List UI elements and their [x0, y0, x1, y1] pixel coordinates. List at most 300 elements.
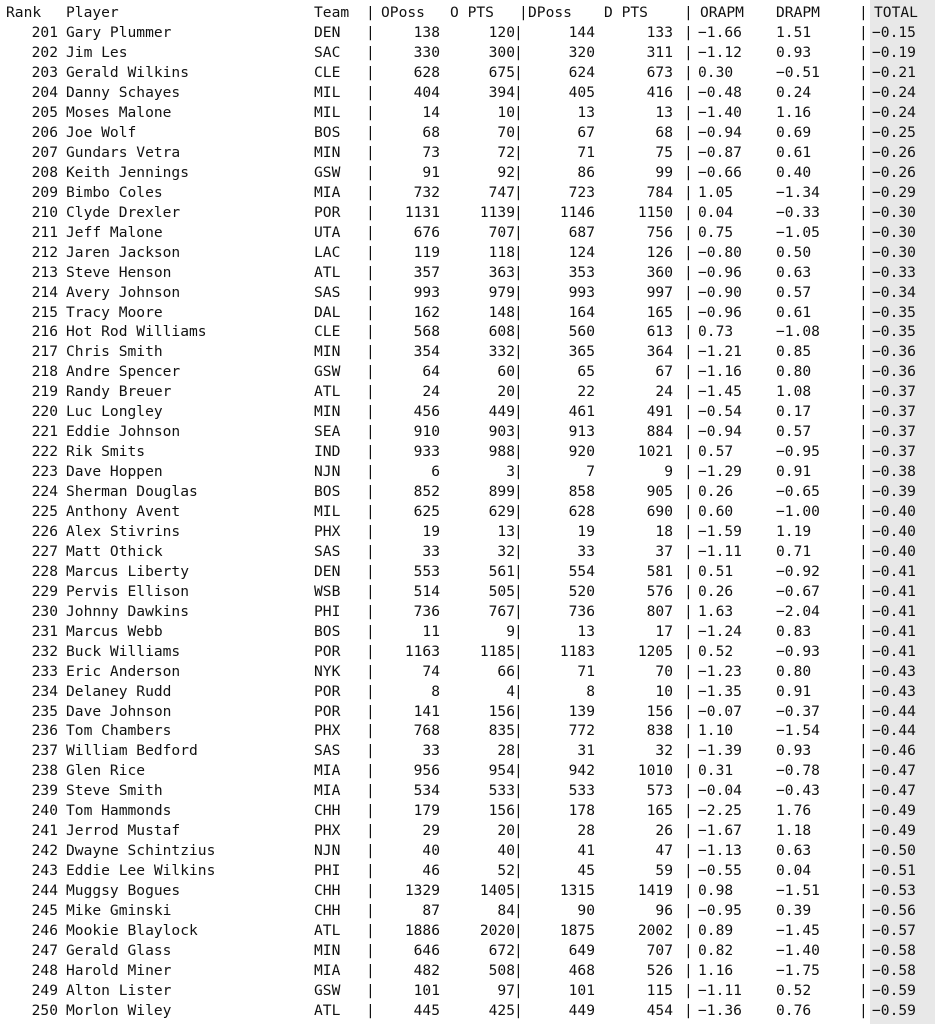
column-separator: |	[366, 582, 375, 600]
row-dpts: 96	[655, 902, 673, 919]
row-total: −0.25	[872, 123, 916, 141]
column-separator: |	[684, 64, 693, 82]
column-separator: |	[366, 143, 375, 161]
column-separator: |	[514, 562, 523, 580]
row-drapm: 1.76	[776, 802, 812, 820]
table-row	[0, 83, 935, 103]
column-separator: |	[859, 303, 868, 321]
row-opts: 300	[488, 44, 515, 62]
row-oposs: 404	[413, 84, 440, 102]
row-team: NJN	[314, 463, 341, 481]
column-separator: |	[859, 203, 868, 221]
row-dpts: 1021	[637, 443, 673, 461]
column-separator: |	[684, 522, 693, 540]
table-row	[0, 163, 935, 183]
row-team: PHX	[314, 722, 341, 740]
row-dposs: 178	[568, 802, 595, 820]
column-separator: |	[859, 283, 868, 301]
column-separator: |	[514, 742, 523, 760]
header-team: Team	[314, 4, 350, 21]
row-opts: 533	[488, 782, 515, 800]
column-separator: |	[859, 323, 868, 341]
row-drapm: −0.33	[776, 203, 820, 221]
row-total: −0.57	[872, 921, 916, 939]
row-player: Tom Chambers	[66, 722, 172, 740]
row-player: Avery Johnson	[66, 283, 181, 301]
row-player: Dave Hoppen	[66, 463, 163, 481]
row-opts: 508	[488, 961, 515, 979]
row-opts: 608	[488, 323, 515, 341]
row-orapm: −2.25	[698, 802, 742, 820]
table-row	[0, 961, 935, 981]
header-separator: |	[519, 4, 528, 21]
row-opts: 449	[488, 403, 515, 421]
row-oposs: 87	[422, 902, 440, 919]
table-row	[0, 761, 935, 781]
column-separator: |	[366, 762, 375, 780]
column-separator: |	[684, 123, 693, 141]
column-separator: |	[366, 941, 375, 959]
row-dpts: 59	[655, 862, 673, 880]
column-separator: |	[859, 483, 868, 501]
row-dposs: 649	[568, 941, 595, 959]
row-oposs: 162	[413, 303, 440, 321]
row-total: −0.47	[872, 782, 916, 800]
row-oposs: 1131	[404, 203, 440, 221]
header-dposs: DPoss	[528, 4, 572, 21]
column-separator: |	[859, 842, 868, 860]
row-orapm: 0.51	[698, 562, 734, 580]
row-orapm: 0.26	[698, 582, 734, 600]
row-drapm: 1.51	[776, 24, 812, 42]
row-dposs: 687	[568, 223, 595, 241]
row-player: Steve Henson	[66, 263, 172, 281]
row-total: −0.47	[872, 762, 916, 780]
column-separator: |	[514, 84, 523, 102]
row-dpts: 99	[655, 163, 673, 181]
row-opts: 903	[488, 423, 515, 441]
row-orapm: −0.48	[698, 84, 742, 102]
column-separator: |	[366, 323, 375, 341]
row-orapm: 0.89	[698, 921, 734, 939]
row-total: −0.44	[872, 702, 916, 720]
row-dposs: 405	[568, 84, 595, 102]
row-drapm: −1.05	[776, 223, 820, 241]
row-team: MIA	[314, 782, 341, 800]
row-drapm: 0.80	[776, 662, 812, 680]
table-row	[0, 781, 935, 801]
row-total: −0.49	[872, 822, 916, 840]
row-dposs: 45	[577, 862, 595, 880]
table-row	[0, 841, 935, 861]
row-team: MIL	[314, 503, 341, 520]
row-dpts: 364	[646, 343, 673, 361]
column-separator: |	[684, 443, 693, 461]
row-player: Mookie Blaylock	[66, 921, 198, 939]
row-team: BOS	[314, 622, 341, 640]
column-separator: |	[366, 842, 375, 860]
row-dpts: 67	[655, 363, 673, 381]
row-total: −0.30	[872, 223, 916, 241]
row-orapm: −1.59	[698, 522, 742, 540]
header-oposs: OPoss	[381, 4, 425, 21]
row-team: MIA	[314, 183, 341, 201]
row-rank: 213	[31, 263, 58, 281]
row-total: −0.58	[872, 961, 916, 979]
row-player: Jerrod Mustaf	[66, 822, 181, 840]
column-separator: |	[514, 941, 523, 959]
row-dpts: 526	[646, 961, 673, 979]
row-oposs: 33	[422, 542, 440, 560]
row-team: CLE	[314, 64, 341, 82]
row-opts: 156	[488, 802, 515, 820]
column-separator: |	[859, 961, 868, 979]
row-opts: 1405	[479, 882, 515, 900]
column-separator: |	[366, 343, 375, 361]
row-dpts: 576	[646, 582, 673, 600]
column-separator: |	[366, 802, 375, 820]
row-opts: 84	[497, 902, 515, 919]
row-orapm: −0.96	[698, 263, 742, 281]
row-oposs: 101	[413, 981, 440, 999]
row-dposs: 90	[577, 902, 595, 919]
table-row	[0, 721, 935, 741]
row-dposs: 913	[568, 423, 595, 441]
row-dposs: 320	[568, 44, 595, 62]
row-orapm: −1.39	[698, 742, 742, 760]
row-drapm: 0.69	[776, 123, 812, 141]
column-separator: |	[366, 562, 375, 580]
column-separator: |	[859, 263, 868, 281]
row-orapm: −1.13	[698, 842, 742, 860]
row-opts: 1139	[479, 203, 515, 221]
row-rank: 247	[31, 941, 58, 959]
row-oposs: 933	[413, 443, 440, 461]
row-dposs: 22	[577, 383, 595, 401]
column-separator: |	[859, 403, 868, 421]
column-separator: |	[366, 383, 375, 401]
column-separator: |	[366, 443, 375, 461]
row-team: IND	[314, 443, 341, 461]
row-team: DAL	[314, 303, 341, 321]
row-total: −0.44	[872, 722, 916, 740]
row-dpts: 156	[646, 702, 673, 720]
row-orapm: 0.60	[698, 503, 734, 520]
column-separator: |	[859, 582, 868, 600]
row-opts: 2020	[479, 921, 515, 939]
table-row	[0, 402, 935, 422]
row-total: −0.37	[872, 443, 916, 461]
row-dposs: 7	[586, 463, 595, 481]
row-oposs: 14	[422, 104, 440, 121]
row-total: −0.37	[872, 403, 916, 421]
column-separator: |	[859, 662, 868, 680]
column-separator: |	[684, 483, 693, 501]
column-separator: |	[684, 403, 693, 421]
column-separator: |	[684, 243, 693, 261]
table-row	[0, 741, 935, 761]
column-separator: |	[514, 802, 523, 820]
row-opts: 40	[497, 842, 515, 860]
row-opts: 629	[488, 503, 515, 520]
row-total: −0.26	[872, 143, 916, 161]
table-row	[0, 23, 935, 43]
column-separator: |	[514, 981, 523, 999]
row-dposs: 353	[568, 263, 595, 281]
row-team: WSB	[314, 582, 341, 600]
row-drapm: −1.34	[776, 183, 820, 201]
column-separator: |	[514, 323, 523, 341]
column-separator: |	[859, 44, 868, 62]
row-dposs: 124	[568, 243, 595, 261]
row-dpts: 756	[646, 223, 673, 241]
column-separator: |	[514, 44, 523, 62]
row-total: −0.19	[872, 44, 916, 62]
row-rank: 209	[31, 183, 58, 201]
row-orapm: −1.21	[698, 343, 742, 361]
row-total: −0.30	[872, 203, 916, 221]
column-separator: |	[859, 183, 868, 201]
column-separator: |	[859, 941, 868, 959]
column-separator: |	[514, 602, 523, 620]
row-orapm: −1.16	[698, 363, 742, 381]
table-row	[0, 522, 935, 542]
column-separator: |	[366, 782, 375, 800]
row-team: PHX	[314, 822, 341, 840]
row-oposs: 993	[413, 283, 440, 301]
row-dpts: 416	[646, 84, 673, 102]
column-separator: |	[366, 622, 375, 640]
row-drapm: 0.39	[776, 902, 812, 919]
row-drapm: 0.80	[776, 363, 812, 381]
row-oposs: 732	[413, 183, 440, 201]
row-oposs: 68	[422, 123, 440, 141]
row-dposs: 624	[568, 64, 595, 82]
row-total: −0.29	[872, 183, 916, 201]
row-orapm: −0.04	[698, 782, 742, 800]
row-oposs: 482	[413, 961, 440, 979]
column-separator: |	[514, 203, 523, 221]
row-total: −0.50	[872, 842, 916, 860]
row-orapm: −1.40	[698, 104, 742, 121]
row-total: −0.41	[872, 602, 916, 620]
row-player: Keith Jennings	[66, 163, 190, 181]
column-separator: |	[366, 84, 375, 102]
row-rank: 212	[31, 243, 58, 261]
row-total: −0.40	[872, 542, 916, 560]
row-player: Tracy Moore	[66, 303, 163, 321]
header-total: TOTAL	[874, 4, 918, 21]
row-total: −0.33	[872, 263, 916, 281]
column-separator: |	[859, 503, 868, 520]
row-player: Gerald Wilkins	[66, 64, 190, 82]
column-separator: |	[859, 463, 868, 481]
table-row	[0, 382, 935, 402]
column-separator: |	[514, 622, 523, 640]
column-separator: |	[684, 702, 693, 720]
row-drapm: −0.65	[776, 483, 820, 501]
row-rank: 211	[31, 223, 58, 241]
column-separator: |	[366, 263, 375, 281]
row-dpts: 613	[646, 323, 673, 341]
row-total: −0.41	[872, 562, 916, 580]
row-dposs: 365	[568, 343, 595, 361]
header-drapm: DRAPM	[776, 4, 820, 21]
table-row	[0, 283, 935, 303]
column-separator: |	[366, 463, 375, 481]
column-separator: |	[684, 802, 693, 820]
row-drapm: −1.40	[776, 941, 820, 959]
row-team: CHH	[314, 802, 341, 820]
row-total: −0.15	[872, 24, 916, 42]
table-row	[0, 502, 935, 522]
row-rank: 225	[31, 503, 58, 520]
row-dpts: 1150	[637, 203, 673, 221]
column-separator: |	[366, 243, 375, 261]
column-separator: |	[366, 104, 375, 121]
row-drapm: 0.71	[776, 542, 812, 560]
column-separator: |	[514, 722, 523, 740]
row-team: SAS	[314, 283, 341, 301]
column-separator: |	[366, 423, 375, 441]
row-player: Clyde Drexler	[66, 203, 181, 221]
column-separator: |	[514, 363, 523, 381]
column-separator: |	[859, 343, 868, 361]
row-dposs: 772	[568, 722, 595, 740]
row-team: BOS	[314, 483, 341, 501]
column-separator: |	[684, 44, 693, 62]
row-dpts: 126	[646, 243, 673, 261]
column-separator: |	[859, 602, 868, 620]
row-player: Muggsy Bogues	[66, 882, 181, 900]
row-opts: 28	[497, 742, 515, 760]
header-separator: |	[859, 4, 868, 21]
row-total: −0.59	[872, 1001, 916, 1019]
row-player: Eric Anderson	[66, 662, 181, 680]
row-opts: 979	[488, 283, 515, 301]
column-separator: |	[366, 44, 375, 62]
column-separator: |	[684, 463, 693, 481]
row-dposs: 628	[568, 503, 595, 520]
row-player: Anthony Avent	[66, 503, 181, 520]
row-team: GSW	[314, 981, 341, 999]
row-player: William Bedford	[66, 742, 198, 760]
row-dposs: 8	[586, 682, 595, 700]
row-dposs: 67	[577, 123, 595, 141]
row-orapm: −0.94	[698, 423, 742, 441]
row-dpts: 165	[646, 802, 673, 820]
column-separator: |	[684, 642, 693, 660]
row-team: SAS	[314, 542, 341, 560]
row-oposs: 40	[422, 842, 440, 860]
row-rank: 237	[31, 742, 58, 760]
column-separator: |	[514, 483, 523, 501]
row-team: PHI	[314, 862, 341, 880]
row-rank: 248	[31, 961, 58, 979]
table-header	[0, 3, 935, 23]
row-opts: 3	[506, 463, 515, 481]
column-separator: |	[366, 662, 375, 680]
row-oposs: 354	[413, 343, 440, 361]
row-team: ATL	[314, 263, 341, 281]
row-drapm: −0.67	[776, 582, 820, 600]
column-separator: |	[684, 662, 693, 680]
row-team: MIN	[314, 343, 341, 361]
column-separator: |	[684, 762, 693, 780]
column-separator: |	[859, 802, 868, 820]
row-oposs: 1163	[404, 642, 440, 660]
row-oposs: 6	[431, 463, 440, 481]
row-drapm: −0.78	[776, 762, 820, 780]
row-dposs: 736	[568, 602, 595, 620]
row-team: GSW	[314, 363, 341, 381]
column-separator: |	[514, 183, 523, 201]
row-dposs: 33	[577, 542, 595, 560]
column-separator: |	[514, 503, 523, 520]
row-drapm: 0.57	[776, 283, 812, 301]
row-total: −0.56	[872, 902, 916, 919]
row-dposs: 1315	[559, 882, 595, 900]
row-team: POR	[314, 702, 341, 720]
row-dpts: 13	[655, 104, 673, 121]
row-dpts: 1205	[637, 642, 673, 660]
row-team: MIL	[314, 84, 341, 102]
column-separator: |	[859, 642, 868, 660]
column-separator: |	[514, 822, 523, 840]
row-rank: 224	[31, 483, 58, 501]
column-separator: |	[366, 961, 375, 979]
column-separator: |	[366, 403, 375, 421]
row-orapm: −1.36	[698, 1001, 742, 1019]
row-player: Chris Smith	[66, 343, 163, 361]
row-orapm: −1.66	[698, 24, 742, 42]
row-dposs: 144	[568, 24, 595, 42]
row-total: −0.59	[872, 981, 916, 999]
row-oposs: 46	[422, 862, 440, 880]
column-separator: |	[859, 243, 868, 261]
row-orapm: −0.96	[698, 303, 742, 321]
row-drapm: 0.83	[776, 622, 812, 640]
row-dpts: 905	[646, 483, 673, 501]
column-separator: |	[366, 902, 375, 919]
row-player: Jaren Jackson	[66, 243, 181, 261]
table-row	[0, 103, 935, 123]
table-row	[0, 1001, 935, 1021]
row-opts: 92	[497, 163, 515, 181]
row-team: PHX	[314, 522, 341, 540]
row-dpts: 37	[655, 542, 673, 560]
row-dpts: 884	[646, 423, 673, 441]
row-rank: 217	[31, 343, 58, 361]
row-team: SEA	[314, 423, 341, 441]
row-opts: 60	[497, 363, 515, 381]
column-separator: |	[514, 862, 523, 880]
column-separator: |	[514, 961, 523, 979]
row-opts: 148	[488, 303, 515, 321]
row-player: Pervis Ellison	[66, 582, 190, 600]
column-separator: |	[514, 702, 523, 720]
table-row	[0, 562, 935, 582]
row-opts: 118	[488, 243, 515, 261]
row-drapm: 0.17	[776, 403, 812, 421]
row-team: UTA	[314, 223, 341, 241]
column-separator: |	[859, 24, 868, 42]
row-dposs: 461	[568, 403, 595, 421]
row-dposs: 71	[577, 143, 595, 161]
column-separator: |	[684, 822, 693, 840]
column-separator: |	[684, 842, 693, 860]
row-drapm: 0.93	[776, 44, 812, 62]
